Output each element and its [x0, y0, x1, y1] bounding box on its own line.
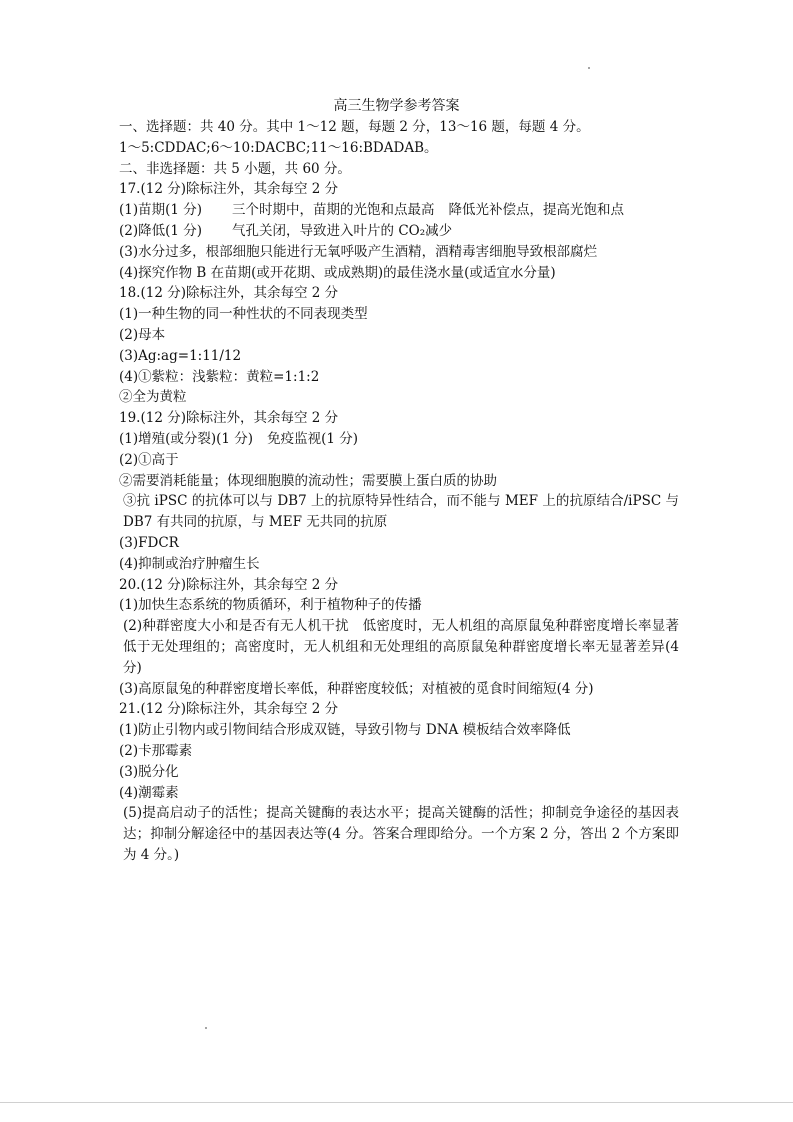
scan-speck — [588, 67, 590, 69]
q21-answer-2: (2)卡那霉素 — [119, 742, 193, 759]
choice-answers: 1～5:CDDAC;6～10:DACBC;11～16:BDADAB。 — [119, 139, 438, 156]
q17-answer-1 — [119, 200, 679, 221]
q20-answer-1: (1)加快生态系统的物质循环，利于植物种子的传播 — [119, 597, 422, 614]
q21-answer-5: (5)提高启动子的活性；提高关键酶的表达水平；提高关键酶的活性；抑制竞争途径的基因表达；抑制分解途径中的基因表达等(4 分。答案合理即给分。一个方案 2 分，答出 2 个方案即为 4 分。) — [123, 805, 679, 863]
q21-answer-4: (4)潮霉素 — [119, 784, 179, 801]
q17-answer-1-part-3: 降低光补偿点，提高光饱和点 — [448, 202, 625, 219]
q17-answer-1-part-1: (1)苗期(1 分) — [119, 202, 203, 219]
q19-answer-2-3: ③抗 iPSC 的抗体可以与 DB7 上的抗原特异性结合，而不能与 MEF 上的抗原结合/iPSC 与 DB7 有共同的抗原，与 MEF 无共同的抗原 — [123, 493, 679, 531]
q18-answer-4-1: (4)①紫粒：浅紫粒：黄粒=1:1:2 — [119, 368, 320, 385]
q17-answer-2 — [119, 221, 679, 242]
q18-header: 18.(12 分)除标注外，其余每空 2 分 — [119, 285, 339, 302]
q19-answer-1-part-1: (1)增殖(或分裂)(1 分) — [119, 430, 254, 447]
q17-answer-1-part-2: 三个时期中，苗期的光饱和点最高 — [232, 202, 435, 219]
q20-header: 20.(12 分)除标注外，其余每空 2 分 — [119, 576, 339, 593]
q19-answer-2-2: ②需要消耗能量；体现细胞膜的流动性；需要膜上蛋白质的协助 — [119, 472, 497, 489]
section1-heading: 一、选择题：共 40 分。其中 1～12 题，每题 2 分，13～16 题，每题 4 分。 — [119, 119, 590, 135]
q19-answer-2-1: (2)①高于 — [119, 451, 179, 468]
q21-header: 21.(12 分)除标注外，其余每空 2 分 — [119, 701, 339, 718]
section2-heading: 二、非选择题：共 5 小题，共 60 分。 — [119, 160, 351, 177]
scan-speck — [205, 1027, 207, 1029]
q18-answer-4-2: ②全为黄粒 — [119, 389, 187, 406]
q17-answer-3: (3)水分过多，根部细胞只能进行无氧呼吸产生酒精，酒精毒害细胞导致根部腐烂 — [119, 243, 598, 260]
page-title: 高三生物学参考答案 — [333, 98, 460, 114]
q19-header: 19.(12 分)除标注外，其余每空 2 分 — [119, 410, 339, 427]
q21-answer-3: (3)脱分化 — [119, 763, 179, 780]
q20-answer-2: (2)种群密度大小和是否有无人机干扰 低密度时，无人机组的高原鼠兔种群密度增长率显著低于无处理组的；高密度时，无人机组和无处理组的高原鼠兔种群密度增长率无显著差异(4 分) — [123, 618, 679, 676]
q20-answer-3: (3)高原鼠兔的种群密度增长率低，种群密度较低；对植被的觅食时间缩短(4 分) — [119, 680, 594, 697]
answer-body — [119, 117, 679, 866]
q19-answer-3: (3)FDCR — [119, 534, 179, 551]
q17-answer-2-part-1: (2)降低(1 分) — [119, 222, 203, 239]
q18-answer-3: (3)Ag:ag=1:11/12 — [119, 347, 242, 364]
q21-answer-1: (1)防止引物内或引物间结合形成双链，导致引物与 DNA 模板结合效率降低 — [119, 722, 571, 739]
q18-answer-2: (2)母本 — [119, 326, 166, 343]
q17-answer-2-part-2: 气孔关闭，导致进入叶片的 CO₂减少 — [232, 222, 453, 239]
q19-answer-4: (4)抑制或治疗肿瘤生长 — [119, 555, 260, 572]
q17-answer-4: (4)探究作物 B 在苗期(或开花期、或成熟期)的最佳浇水量(或适宜水分量) — [119, 264, 556, 281]
page-bottom-rule — [0, 1102, 793, 1103]
q19-answer-1 — [119, 429, 679, 450]
q19-answer-1-part-2: 免疫监视(1 分) — [267, 430, 358, 447]
q18-answer-1: (1)一种生物的同一种性状的不同表现类型 — [119, 306, 368, 323]
q17-header: 17.(12 分)除标注外，其余每空 2 分 — [119, 181, 339, 198]
